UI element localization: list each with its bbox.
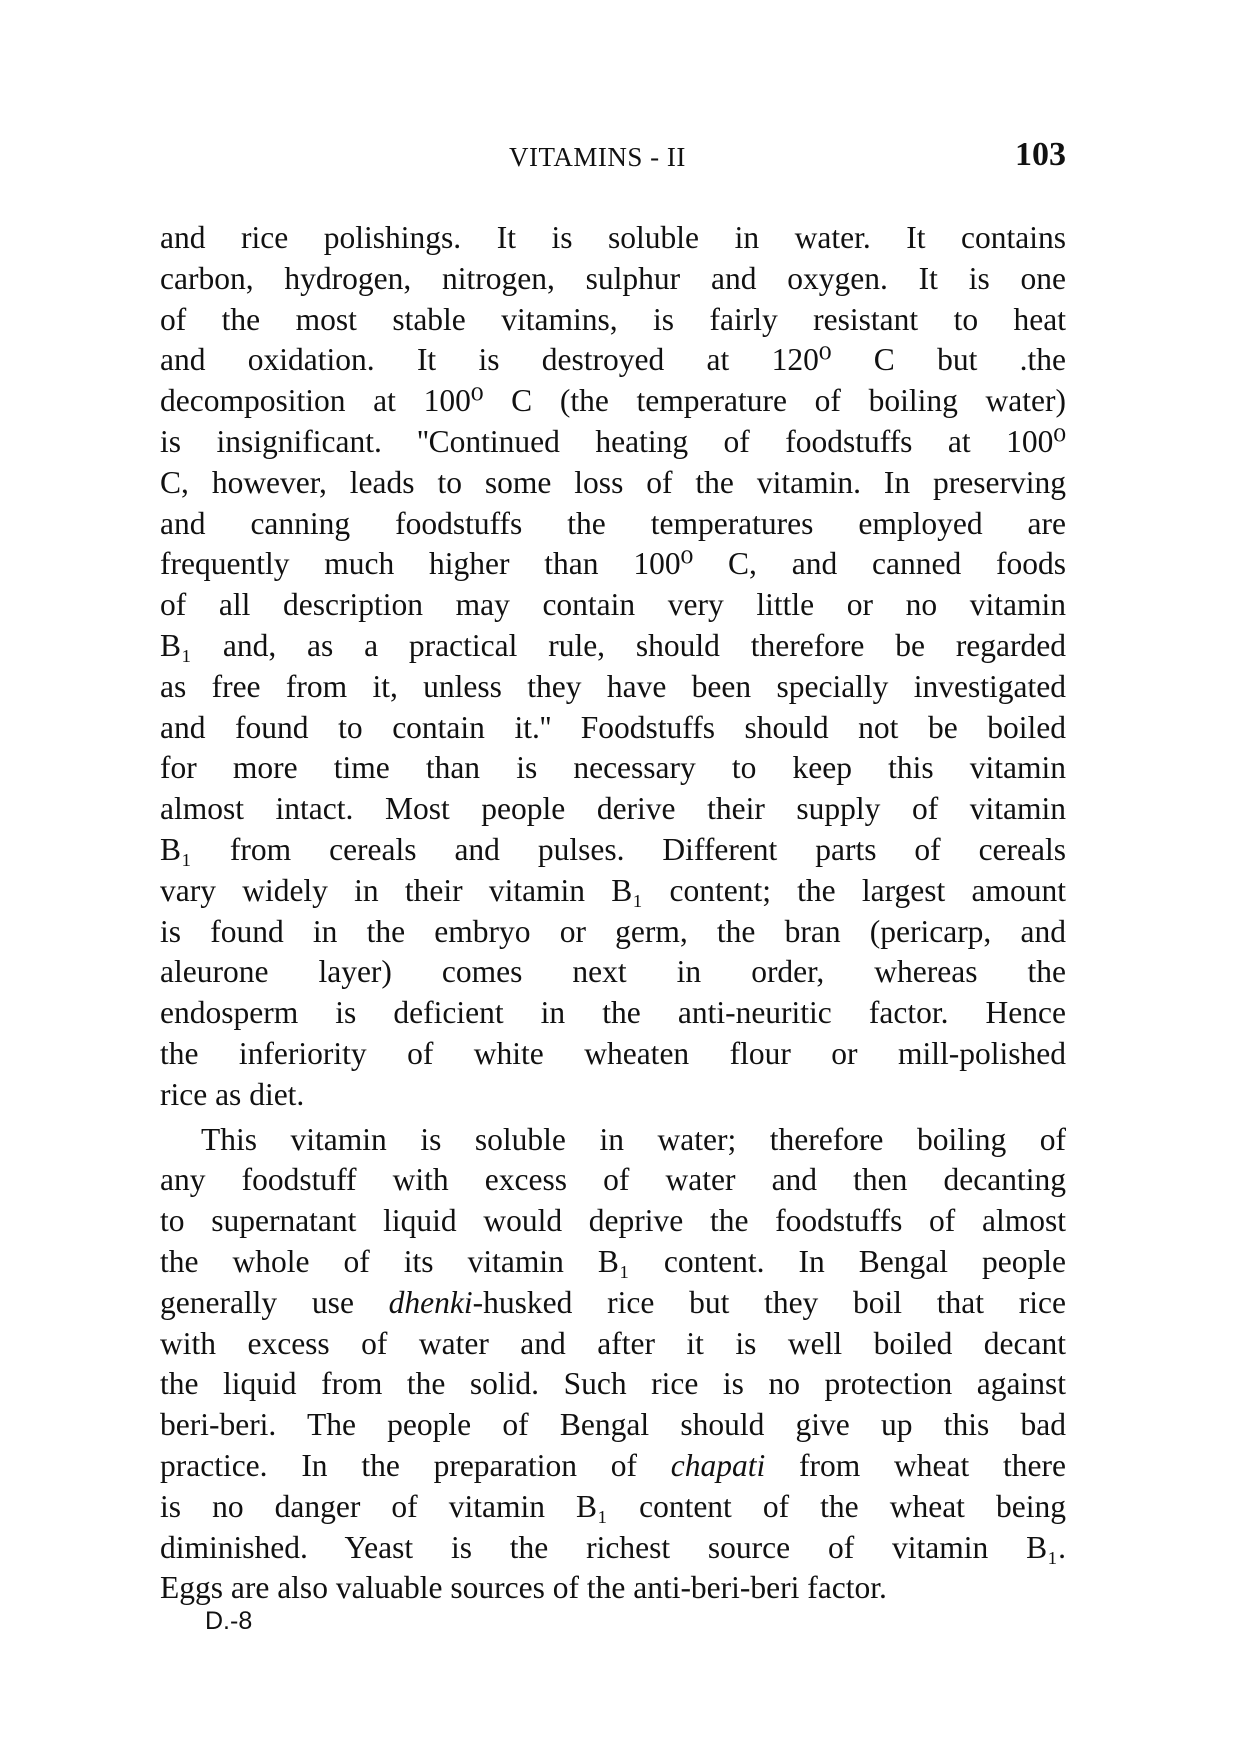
paragraph [160,218,1066,1116]
text-line: the inferiority of white wheaten flour or mill-polished [160,1035,1066,1071]
text-line: rice as diet. [160,1076,305,1112]
text-line: as free from it, unless they have been specially investigated [160,668,1066,704]
text-line: diminished. Yeast is the richest source of vitamin B₁. [160,1529,1066,1565]
text-line: the whole of its vitamin B₁ content. In Bengal people [160,1243,1066,1279]
text-line: to supernatant liquid would deprive the foodstuffs of almost [160,1203,1066,1239]
text-line: the liquid from the solid. Such rice is no protection against [160,1366,1066,1402]
text-line: C, however, leads to some loss of the vitamin. In preserving [160,464,1066,500]
text-line: any foodstuff with excess of water and then decanting [160,1162,1066,1198]
page-number: 103 [1015,136,1066,173]
text-line: generally use dhenki-husked rice but they boil that rice [160,1284,1066,1320]
text-line: is found in the embryo or germ, the bran (pericarp, and [160,913,1066,949]
text-line: with excess of water and after it is well boiled decant [160,1325,1066,1361]
text-line: beri-beri. The people of Bengal should give up this bad [160,1407,1066,1443]
page-header [160,136,1066,182]
paragraph [160,1120,1066,1610]
signature-mark: D.-8 [205,1607,253,1635]
body-text [160,218,1066,1609]
text-line: is insignificant. ''Continued heating of foodstuffs at 100⁰ [160,423,1066,459]
text-line: practice. In the preparation of chapati from wheat there [160,1447,1066,1483]
text-line: and rice polishings. It is soluble in water. It contains [160,220,1066,255]
text-line: for more time than is necessary to keep this vitamin [160,750,1066,786]
text-line: and canning foodstuffs the temperatures employed are [160,505,1066,541]
text-line: aleurone layer) comes next in order, whereas the [160,954,1066,990]
text-line: of all description may contain very little or no vitamin [160,587,1066,623]
text-line: of the most stable vitamins, is fairly resistant to heat [160,301,1066,337]
text-line: Eggs are also valuable sources of the anti-beri-beri factor. [160,1570,887,1606]
text-line: carbon, hydrogen, nitrogen, sulphur and oxygen. It is one [160,260,1066,296]
text-line: frequently much higher than 100⁰ C, and canned foods [160,546,1066,582]
text-line: B₁ from cereals and pulses. Different parts of cereals [160,831,1066,867]
text-line: This vitamin is soluble in water; therefore boiling of [201,1121,1066,1157]
text-line: is no danger of vitamin B₁ content of the wheat being [160,1488,1066,1524]
text-line: vary widely in their vitamin B₁ content; the largest amount [160,872,1066,908]
text-line: B₁ and, as a practical rule, should therefore be regarded [160,627,1066,663]
text-line: endosperm is deficient in the anti-neuritic factor. Hence [160,995,1066,1031]
text-line: decomposition at 100⁰ C (the temperature of boiling water) [160,383,1066,419]
running-head: VITAMINS - II [509,142,686,172]
text-line: and oxidation. It is destroyed at 120⁰ C but .the [160,342,1066,378]
text-line: almost intact. Most people derive their supply of vitamin [160,791,1066,827]
text-line: and found to contain it.'' Foodstuffs should not be boiled [160,709,1066,745]
